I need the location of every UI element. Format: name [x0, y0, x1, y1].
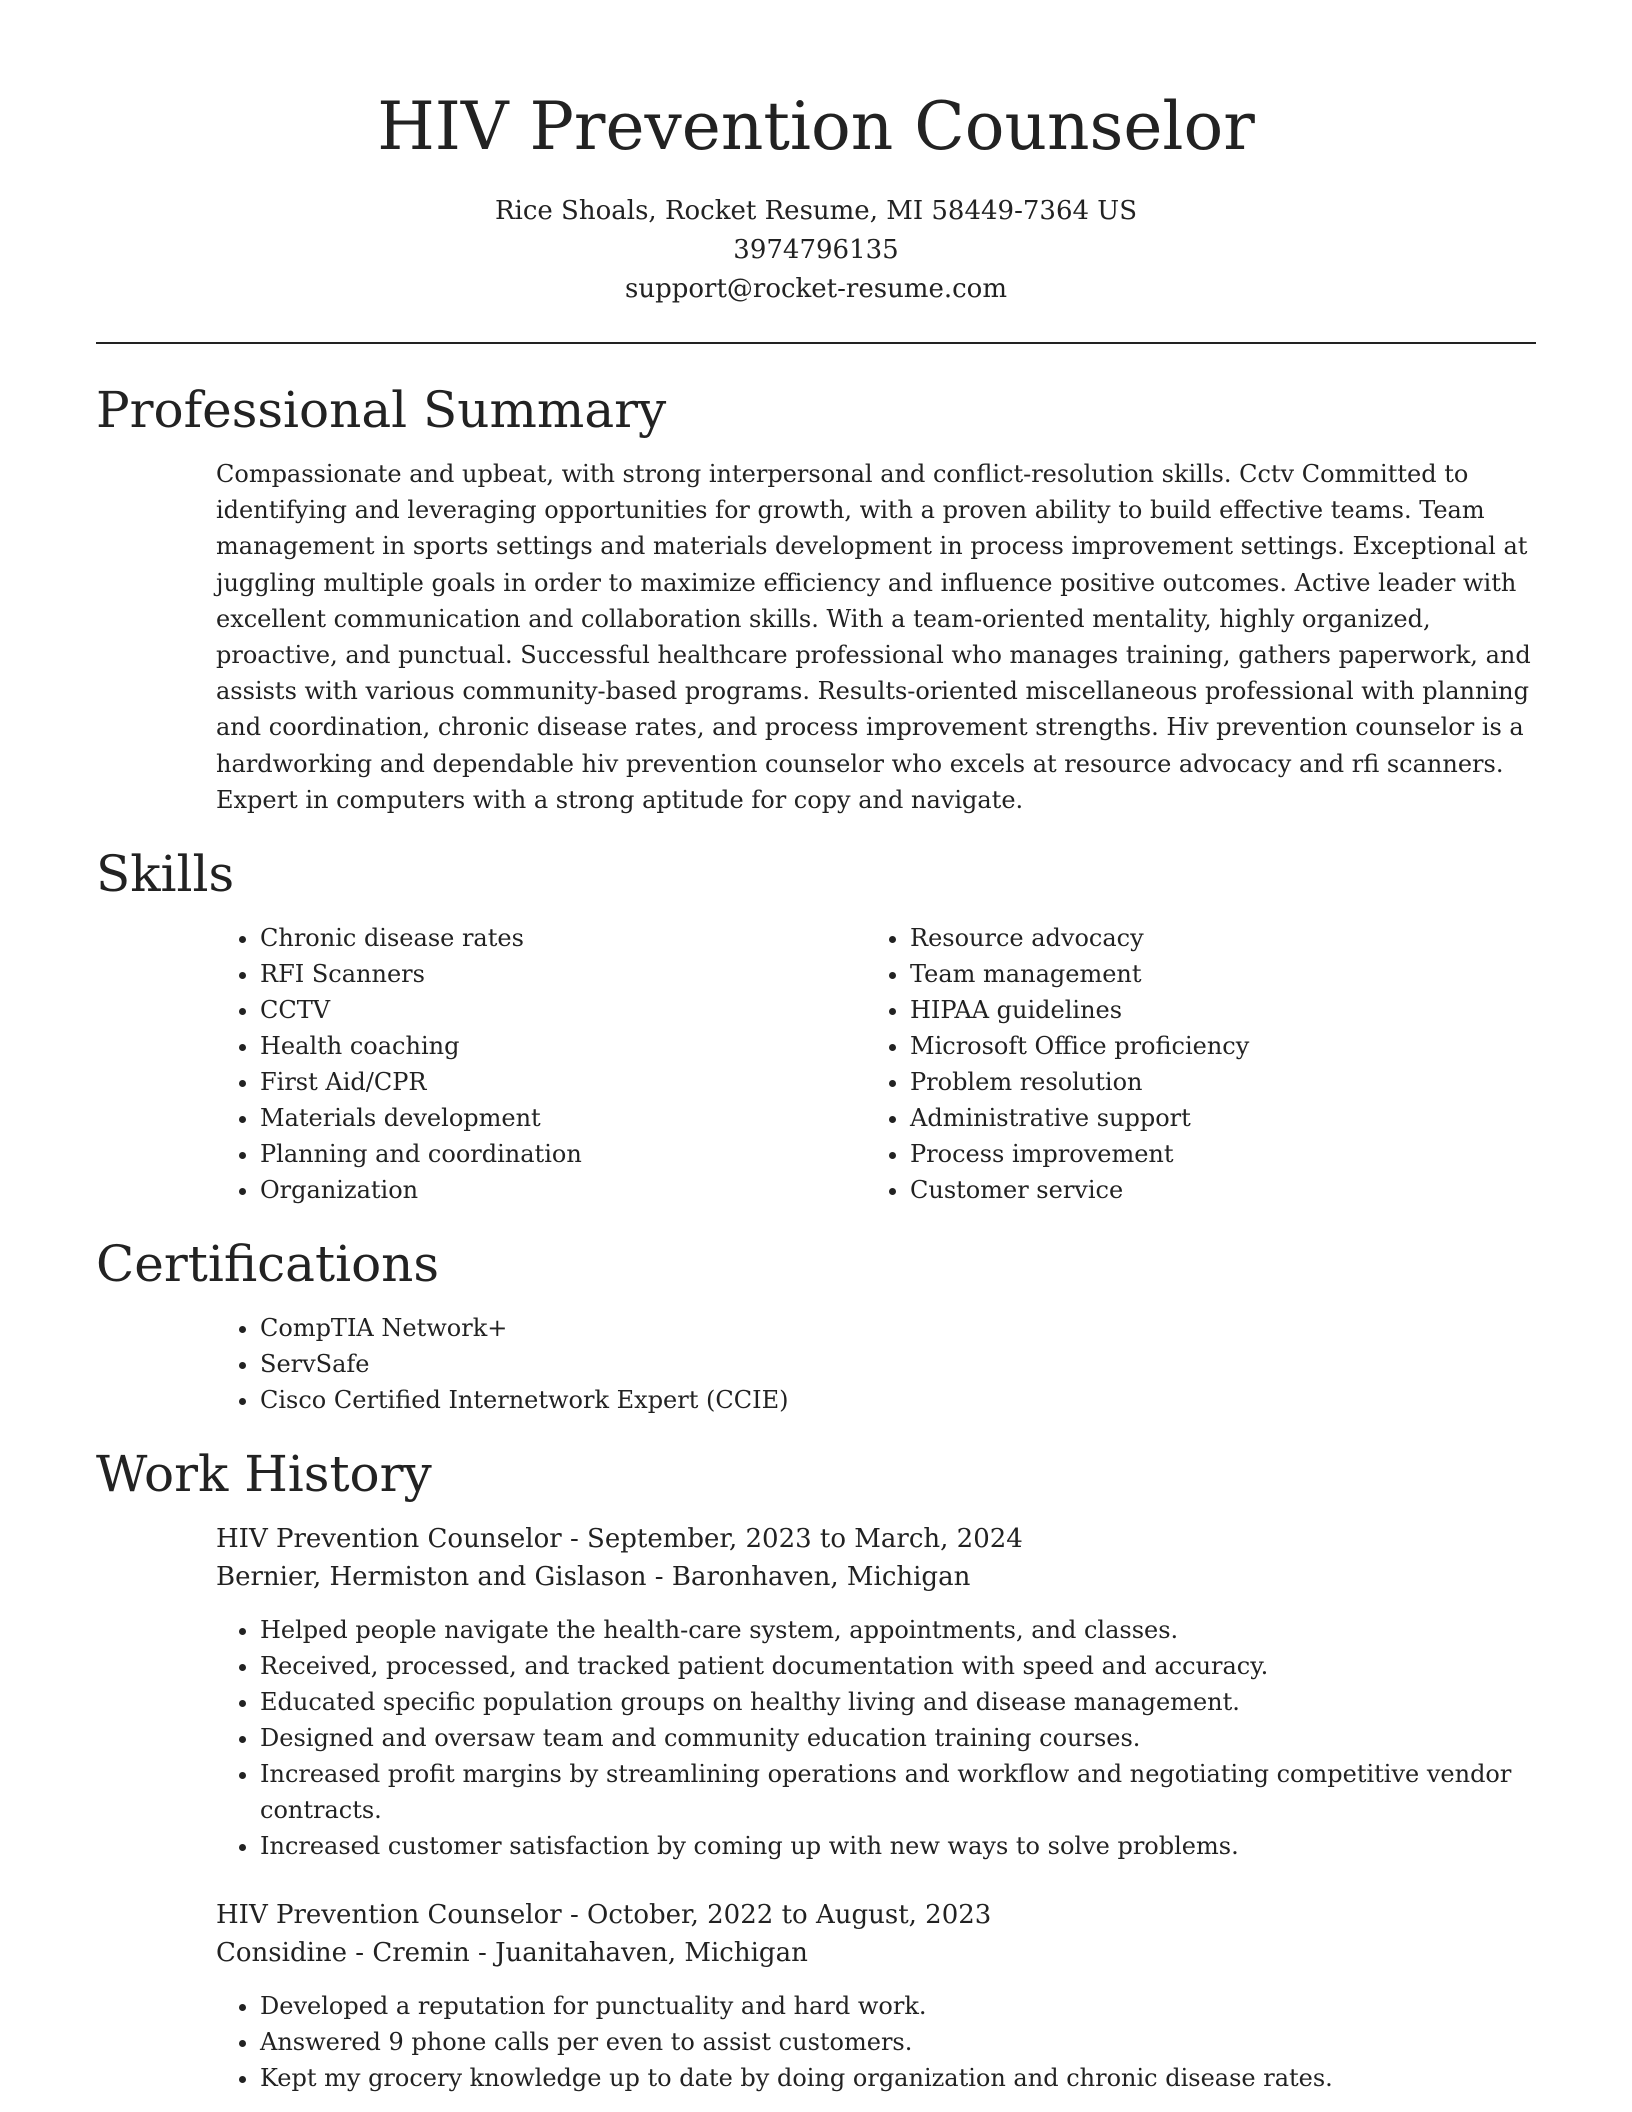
list-item: • Customer service [910, 1172, 1516, 1208]
job-location: - Baronhaven, Michigan [654, 1562, 971, 1593]
certifications-section [96, 1232, 1536, 1418]
list-item: • ServSafe [260, 1346, 1536, 1382]
skills-list-left [216, 920, 866, 1208]
job-entry [216, 1896, 1536, 2096]
resume-page [96, 0, 1536, 2096]
list-item: • CompTIA Network+ [260, 1310, 1536, 1346]
list-item: • Helped people navigate the health-care system, appointments, and classes. [260, 1612, 1536, 1648]
certifications-body [216, 1310, 1536, 1418]
work-history-title: Work History [96, 1445, 432, 1504]
list-item: • Developed a reputation for punctuality and hard work. [260, 1988, 1536, 2024]
job-bullets [216, 1612, 1536, 1864]
list-item: • Designed and oversaw team and community education training courses. [260, 1720, 1536, 1756]
job-entry [216, 1520, 1536, 1864]
list-item: • Received, processed, and tracked patient documentation with speed and accuracy. [260, 1648, 1536, 1684]
list-item: • Microsoft Office proficiency [910, 1028, 1516, 1064]
list-item: • Answered 9 phone calls per even to assist customers. [260, 2024, 1536, 2060]
list-item: • HIPAA guidelines [910, 992, 1516, 1028]
contact-email: support@rocket-resume.com [624, 274, 1007, 304]
job-dates: - September, 2023 to March, 2024 [569, 1524, 1023, 1555]
skills-columns [216, 920, 1536, 1208]
list-item: • Chronic disease rates [260, 920, 866, 956]
list-item: • Increased customer satisfaction by coming up with new ways to solve problems. [260, 1828, 1536, 1864]
skills-column-left [216, 920, 866, 1208]
certifications-list [216, 1310, 1536, 1418]
job-location: - Juanitahaven, Michigan [478, 1938, 808, 1969]
summary-section [96, 378, 1536, 818]
resume-header [96, 0, 1536, 309]
list-item: • First Aid/CPR [260, 1064, 866, 1100]
header-divider [96, 342, 1536, 344]
contact-info [96, 192, 1536, 309]
list-item: • Materials development [260, 1100, 866, 1136]
list-item: • Educated specific population groups on healthy living and disease management. [260, 1684, 1536, 1720]
list-item: • Problem resolution [910, 1064, 1516, 1100]
certifications-title: Certifications [96, 1235, 440, 1294]
job-bullets [216, 1988, 1536, 2096]
skills-title: Skills [96, 845, 235, 904]
list-item: • Process improvement [910, 1136, 1516, 1172]
list-item: • Cisco Certified Internetwork Expert (CCIE) [260, 1382, 1536, 1418]
skills-list-right [866, 920, 1516, 1208]
job-role: HIV Prevention Counselor [216, 1900, 562, 1931]
contact-phone: 3974796135 [733, 235, 899, 265]
list-item: • Administrative support [910, 1100, 1516, 1136]
job-company-line [216, 1934, 1536, 1972]
summary-body [216, 456, 1536, 818]
job-company: Bernier, Hermiston and Gislason [216, 1562, 647, 1593]
list-item: • RFI Scanners [260, 956, 866, 992]
skills-section [96, 842, 1536, 1208]
job-title-line [216, 1520, 1536, 1558]
contact-address: Rice Shoals, Rocket Resume, MI 58449-7364 US [494, 196, 1138, 226]
skills-column-right [866, 920, 1516, 1208]
list-item: • Health coaching [260, 1028, 866, 1064]
list-item: • Planning and coordination [260, 1136, 866, 1172]
work-history-section [96, 1442, 1536, 2096]
list-item: • Team management [910, 956, 1516, 992]
summary-text: Compassionate and upbeat, with strong interpersonal and conflict-resolution skills. Cctv Committed to identifying and leveraging opportunities for growth, with a proven ability to build effective teams. Team management in sports settings and materials development in process improvement settings. Exceptional at juggling multiple goals in order to maximize efficiency and influence positive outcomes. Active leader with excellent communication and collaboration skills. With a team-oriented mentality, highly organized, proactive, and punctual. Successful healthcare professional who manages training, gathers paperwork, and assists with various community-based programs. Results-oriented miscellaneous professional with planning and coordination, chronic disease rates, and process improvement strengths. Hiv prevention counselor is a hardworking and dependable hiv prevention counselor who excels at resource advocacy and rfi scanners. Expert in computers with a strong aptitude for copy and navigate. [216, 460, 1531, 814]
list-item: • CCTV [260, 992, 866, 1028]
list-item: • Increased profit margins by streamlining operations and workflow and negotiating competitive vendor contracts. [260, 1756, 1536, 1828]
job-title-line [216, 1896, 1536, 1934]
job-company-line [216, 1558, 1536, 1596]
list-item: • Resource advocacy [910, 920, 1516, 956]
job-company: Considine - Cremin [216, 1938, 470, 1969]
candidate-name: HIV Prevention Counselor [377, 88, 1255, 165]
summary-title: Professional Summary [96, 381, 667, 439]
job-dates: - October, 2022 to August, 2023 [569, 1900, 992, 1931]
list-item: • Kept my grocery knowledge up to date by doing organization and chronic disease rates. [260, 2060, 1536, 2096]
job-role: HIV Prevention Counselor [216, 1524, 562, 1555]
list-item: • Organization [260, 1172, 866, 1208]
